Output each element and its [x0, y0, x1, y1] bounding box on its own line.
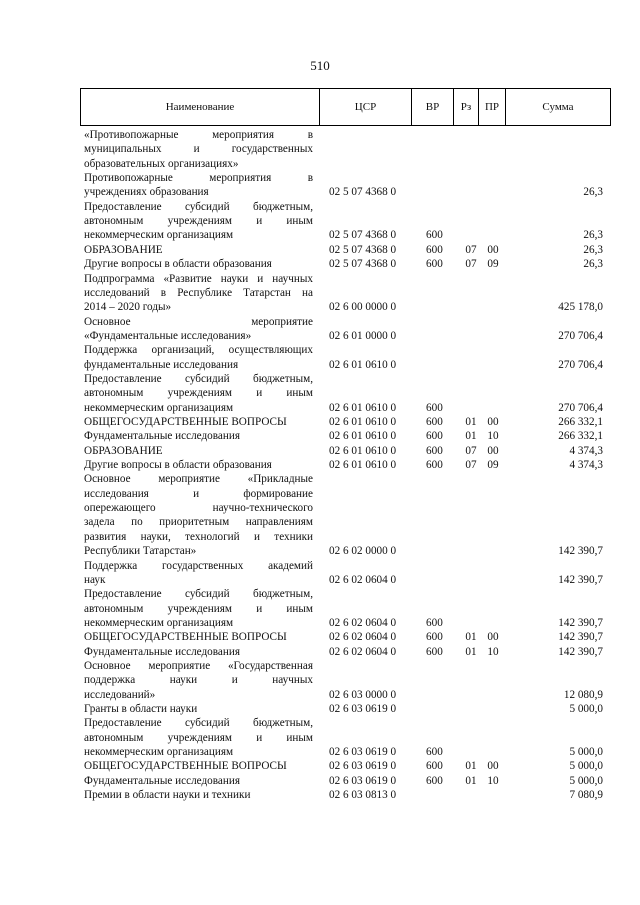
row-rz: 01 [465, 760, 477, 773]
row-rz [458, 329, 484, 343]
row-sum: 270 706,4 [558, 401, 603, 414]
row-name-line: ОБЩЕГОСУДАРСТВЕННЫЕ ВОПРОСЫ [84, 416, 287, 428]
row-sum: 5 000,0 [569, 703, 603, 715]
row-name-line: муниципальных и государственных [84, 143, 313, 156]
row-name-line: Предоставление субсидий бюджетным, [84, 717, 313, 730]
row-name-line: ОБРАЗОВАНИЕ [84, 444, 163, 457]
row-vr [426, 544, 456, 558]
row-pr: 00 [487, 760, 499, 773]
row-csr: 02 6 02 0604 0 [329, 616, 397, 629]
row-csr: 02 6 00 0000 0 [329, 301, 397, 314]
row-rz [458, 300, 484, 314]
row-sum [510, 157, 603, 171]
row-name-line: автономным учреждениям и иным [84, 215, 313, 228]
row-name-line: исследований в Республике Татарстан на [84, 286, 313, 299]
header-rz: Рз [453, 88, 478, 126]
row-pr [483, 788, 503, 802]
row-name-line: Основное мероприятие [84, 315, 313, 328]
row-vr: 600 [426, 459, 443, 472]
row-name-line: исследований» [84, 688, 156, 701]
row-sum: 12 080,9 [563, 688, 603, 701]
row-csr: 02 6 03 0000 0 [329, 688, 397, 701]
row-name-line: некоммерческим организациям [84, 401, 234, 414]
row-pr [483, 329, 503, 343]
row-rz [458, 788, 484, 802]
row-sum: 7 080,9 [569, 789, 603, 802]
row-csr: 02 6 01 0610 0 [329, 430, 397, 443]
row-rz: 07 [465, 459, 477, 472]
header-vr: ВР [411, 88, 453, 126]
row-vr: 600 [426, 760, 443, 773]
row-rz [458, 358, 484, 372]
row-sum: 425 178,0 [558, 301, 603, 314]
row-pr [483, 688, 503, 702]
row-name-line: Фундаментальные исследования [84, 645, 240, 658]
row-vr [426, 688, 456, 702]
row-pr [483, 616, 503, 630]
row-rz: 07 [465, 444, 477, 457]
row-name-line: учреждениях образования [84, 186, 209, 199]
row-rz: 01 [465, 774, 477, 787]
row-vr: 600 [426, 774, 443, 787]
row-sum: 26,3 [583, 186, 603, 199]
row-pr: 00 [487, 416, 499, 428]
row-pr [483, 228, 503, 242]
row-vr: 600 [426, 229, 443, 242]
row-sum: 270 706,4 [558, 329, 603, 342]
row-rz: 01 [465, 631, 477, 644]
row-sum: 142 390,7 [558, 616, 603, 629]
row-name-line: Противопожарные мероприятия в [84, 172, 313, 185]
row-rz: 01 [465, 430, 477, 443]
row-sum: 142 390,7 [558, 631, 603, 644]
row-vr: 600 [426, 416, 443, 428]
row-csr: 02 6 03 0619 0 [329, 760, 397, 773]
row-name-line: Поддержка государственных академий [84, 559, 313, 572]
row-sum: 266 332,1 [558, 416, 603, 428]
row-csr: 02 5 07 4368 0 [329, 243, 397, 256]
row-name-line: исследования и формирование [84, 487, 313, 500]
row-csr: 02 6 01 0610 0 [329, 358, 397, 371]
row-pr: 09 [487, 258, 499, 271]
row-pr: 09 [487, 459, 499, 472]
row-name-line: задела по приоритетным направлениям [84, 516, 313, 529]
row-vr [426, 358, 456, 372]
row-pr [483, 745, 503, 759]
row-pr: 00 [487, 631, 499, 644]
row-vr: 600 [426, 401, 443, 414]
row-name-line: Республики Татарстан» [84, 545, 197, 558]
row-pr: 00 [487, 444, 499, 457]
row-rz [458, 573, 484, 587]
row-pr [483, 300, 503, 314]
row-vr [426, 573, 456, 587]
row-csr: 02 6 02 0604 0 [329, 631, 397, 644]
row-vr: 600 [426, 616, 443, 629]
row-sum: 270 706,4 [558, 358, 603, 371]
row-name-line: автономным учреждениям и иным [84, 602, 313, 615]
page-number: 510 [310, 58, 330, 73]
row-vr: 600 [426, 258, 443, 271]
row-name-line: Предоставление субсидий бюджетным, [84, 588, 313, 601]
row-sum: 26,3 [583, 243, 603, 256]
row-name-line: поддержка науки и научных [84, 674, 313, 687]
row-csr: 02 6 01 0610 0 [329, 459, 397, 472]
row-name-line: фундаментальные исследования [84, 358, 239, 371]
row-name-line: Основное мероприятие «Государственная [84, 659, 313, 672]
header-sum: Сумма [505, 88, 611, 126]
row-sum: 142 390,7 [558, 645, 603, 658]
row-sum: 5 000,0 [569, 774, 603, 787]
row-name-line: Фундаментальные исследования [84, 774, 240, 787]
row-vr [426, 329, 456, 343]
row-csr: 02 5 07 4368 0 [329, 229, 397, 242]
row-rz [458, 157, 484, 171]
row-name-line: автономным учреждениям и иным [84, 387, 313, 400]
row-name-line: 2014 – 2020 годы» [84, 301, 172, 314]
row-sum: 142 390,7 [558, 545, 603, 558]
row-name-line: автономным учреждениям и иным [84, 731, 313, 744]
row-csr: 02 6 02 0604 0 [329, 573, 397, 586]
row-vr [426, 300, 456, 314]
row-pr: 10 [487, 645, 499, 658]
row-csr: 02 6 03 0813 0 [329, 789, 397, 802]
row-sum: 142 390,7 [558, 573, 603, 586]
row-csr: 02 6 03 0619 0 [329, 746, 397, 759]
row-vr [426, 788, 456, 802]
row-sum: 4 374,3 [569, 444, 603, 457]
row-csr [329, 157, 409, 171]
row-name-line: Фундаментальные исследования [84, 430, 240, 443]
row-rz [458, 702, 484, 716]
row-name-line: развития науки, технологий и техники [84, 530, 313, 543]
row-rz [458, 688, 484, 702]
row-name-line: Подпрограмма «Развитие науки и научных [84, 272, 313, 285]
row-vr [426, 157, 456, 171]
row-pr: 10 [487, 774, 499, 787]
row-pr [483, 702, 503, 716]
row-csr: 02 5 07 4368 0 [329, 258, 397, 271]
row-sum: 26,3 [583, 229, 603, 242]
row-csr: 02 6 02 0604 0 [329, 645, 397, 658]
row-pr [483, 573, 503, 587]
row-name-line: Гранты в области науки [84, 703, 198, 715]
row-csr: 02 6 01 0610 0 [329, 416, 397, 428]
row-pr: 10 [487, 430, 499, 443]
row-sum: 26,3 [583, 258, 603, 271]
header-name: Наименование [80, 88, 319, 126]
row-rz: 01 [465, 416, 477, 428]
row-pr [483, 157, 503, 171]
row-name-line: наук [84, 573, 106, 586]
row-vr: 600 [426, 444, 443, 457]
row-vr: 600 [426, 430, 443, 443]
header-pr: ПР [478, 88, 505, 126]
row-name-line: ОБЩЕГОСУДАРСТВЕННЫЕ ВОПРОСЫ [84, 631, 287, 644]
row-csr: 02 5 07 4368 0 [329, 186, 397, 199]
row-name-line: опережающего научно-технического [84, 502, 313, 515]
row-csr: 02 6 03 0619 0 [329, 774, 397, 787]
row-name-line: Предоставление субсидий бюджетным, [84, 200, 313, 213]
row-pr: 00 [487, 243, 499, 256]
row-name-line: некоммерческим организациям [84, 616, 234, 629]
header-csr: ЦСР [319, 88, 411, 126]
row-rz: 07 [465, 243, 477, 256]
row-rz [458, 616, 484, 630]
row-pr [483, 544, 503, 558]
row-name-line: ОБЩЕГОСУДАРСТВЕННЫЕ ВОПРОСЫ [84, 760, 287, 773]
row-name-line: некоммерческим организациям [84, 746, 234, 759]
row-rz [458, 544, 484, 558]
row-name-line: Поддержка организаций, осуществляющих [84, 344, 313, 357]
row-csr: 02 6 02 0000 0 [329, 545, 397, 558]
row-name-line: «Противопожарные мероприятия в [84, 129, 313, 141]
row-name-line: ОБРАЗОВАНИЕ [84, 243, 163, 256]
row-rz [458, 185, 484, 199]
row-sum: 4 374,3 [569, 459, 603, 472]
row-name-line: Другие вопросы в области образования [84, 459, 272, 472]
row-name-line: некоммерческим организациям [84, 229, 234, 242]
row-rz [458, 228, 484, 242]
row-csr: 02 6 03 0619 0 [329, 703, 397, 715]
row-csr: 02 6 01 0610 0 [329, 401, 397, 414]
row-name-line: Предоставление субсидий бюджетным, [84, 372, 313, 385]
row-vr [426, 702, 456, 716]
row-pr [483, 185, 503, 199]
row-sum: 266 332,1 [558, 430, 603, 443]
row-csr: 02 6 01 0610 0 [329, 444, 397, 457]
row-rz: 01 [465, 645, 477, 658]
row-vr: 600 [426, 645, 443, 658]
row-pr [483, 358, 503, 372]
row-rz [458, 745, 484, 759]
row-vr [426, 185, 456, 199]
row-pr [483, 401, 503, 415]
row-vr: 600 [426, 631, 443, 644]
row-sum: 5 000,0 [569, 760, 603, 773]
row-name-line: Основное мероприятие «Прикладные [84, 473, 313, 486]
row-name-line: Другие вопросы в области образования [84, 258, 272, 271]
row-name-line: образовательных организациях» [84, 157, 239, 170]
row-sum: 5 000,0 [569, 746, 603, 759]
row-csr: 02 6 01 0000 0 [329, 329, 397, 342]
row-rz [458, 401, 484, 415]
row-name-line: «Фундаментальные исследования» [84, 329, 252, 342]
row-vr: 600 [426, 243, 443, 256]
row-rz: 07 [465, 258, 477, 271]
row-name-line: Премии в области науки и техники [84, 789, 251, 802]
row-vr: 600 [426, 746, 443, 759]
